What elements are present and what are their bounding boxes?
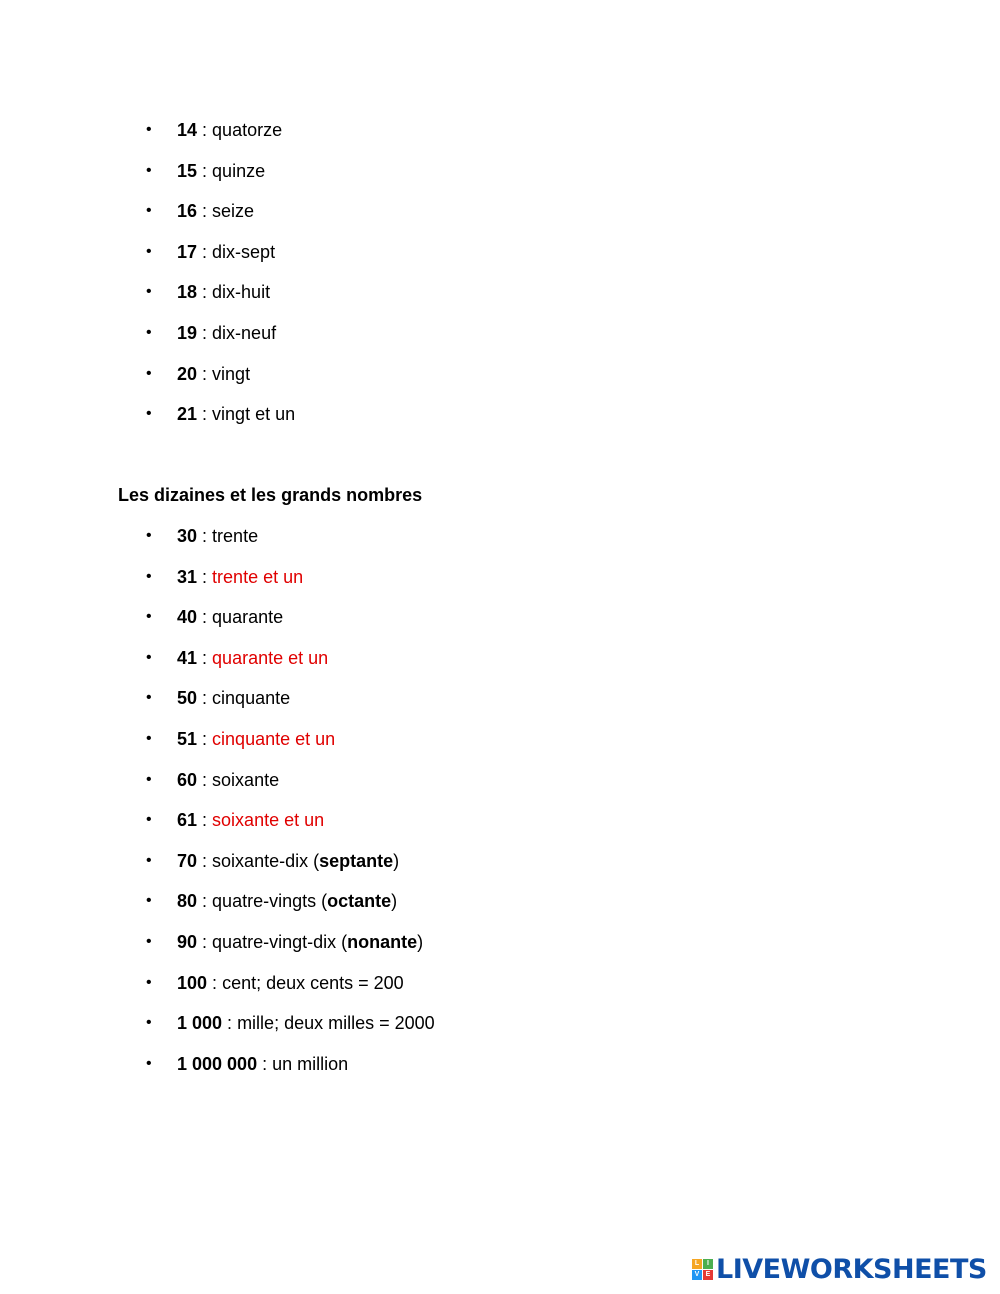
list-item: • 16 : seize <box>146 197 846 238</box>
list-item: • 30 : trente <box>146 522 846 563</box>
bullet-icon: • <box>146 1014 152 1032</box>
logo-letter: L <box>692 1259 702 1269</box>
number: 40 <box>177 607 198 628</box>
number: 100 <box>177 972 208 993</box>
number-word: vingt <box>212 363 251 384</box>
number-word: dix-sept <box>212 241 276 262</box>
regional-variant: octante <box>327 891 392 912</box>
number: 16 <box>177 201 198 222</box>
number-word: soixante <box>212 769 280 790</box>
closing-paren: ) <box>417 931 424 952</box>
logo-text: LIVEWORKSHEETS <box>716 1253 987 1285</box>
list-item: • 41 : quarante et un <box>146 644 846 685</box>
number: 80 <box>177 891 198 912</box>
number-word: seize <box>212 201 255 222</box>
number: 90 <box>177 931 198 952</box>
list-item: • 1 000 000 : un million <box>146 1050 846 1091</box>
number: 70 <box>177 850 198 871</box>
regional-variant: nonante <box>347 931 418 952</box>
number-word: quatre-vingts ( <box>212 891 328 912</box>
closing-paren: ) <box>393 850 400 871</box>
number: 18 <box>177 282 198 303</box>
bullet-icon: • <box>146 689 152 707</box>
number: 21 <box>177 404 198 425</box>
number: 14 <box>177 120 198 140</box>
logo-letter: I <box>703 1259 713 1269</box>
bullet-icon: • <box>146 932 152 950</box>
number-word-highlight: cinquante et un <box>212 728 336 749</box>
number-word: quatre-vingt-dix ( <box>212 931 348 952</box>
list-item: • 70 : soixante-dix (septante) <box>146 847 846 888</box>
list-item: • 1 000 : mille; deux milles = 2000 <box>146 1009 846 1050</box>
list-item: • 100 : cent; deux cents = 200 <box>146 969 846 1010</box>
bullet-icon: • <box>146 323 152 341</box>
number-word: un million <box>272 1053 349 1074</box>
bullet-icon: • <box>146 892 152 910</box>
number-word: quarante <box>212 607 284 628</box>
number: 31 <box>177 566 198 587</box>
bullet-icon: • <box>146 364 152 382</box>
logo-letter: E <box>703 1270 713 1280</box>
number-word: mille; deux milles = 2000 <box>237 1013 435 1034</box>
bullet-icon: • <box>146 405 152 423</box>
numbers-list-tens <box>146 522 846 1090</box>
list-item: • 51 : cinquante et un <box>146 725 846 766</box>
list-item: • 90 : quatre-vingt-dix (nonante) <box>146 928 846 969</box>
number: 61 <box>177 810 198 831</box>
bullet-icon: • <box>146 729 152 747</box>
liveworksheets-logo[interactable] <box>692 1254 987 1284</box>
list-item: • 15 : quinze <box>146 157 846 198</box>
number: 41 <box>177 647 198 668</box>
number-word: vingt et un <box>212 404 296 425</box>
list-item: • 20 : vingt <box>146 360 846 401</box>
number-word: cinquante <box>212 688 291 709</box>
bullet-icon: • <box>146 202 152 220</box>
number-word: dix-huit <box>212 282 271 303</box>
number: 51 <box>177 728 198 749</box>
bullet-icon: • <box>146 283 152 301</box>
number: 1 000 <box>177 1013 223 1034</box>
bullet-icon: • <box>146 527 152 544</box>
number-word: dix-neuf <box>212 322 277 343</box>
bullet-icon: • <box>146 770 152 788</box>
list-item: • 19 : dix-neuf <box>146 319 846 360</box>
numbers-list-teens <box>146 116 846 441</box>
list-item: • 61 : soixante et un <box>146 806 846 847</box>
list-item: • 21 : vingt et un <box>146 400 846 441</box>
list-item: • 80 : quatre-vingts (octante) <box>146 887 846 928</box>
bullet-icon: • <box>146 1054 152 1072</box>
list-item: • 18 : dix-huit <box>146 278 846 319</box>
number-word-highlight: trente et un <box>212 566 304 587</box>
number: 15 <box>177 160 198 181</box>
bullet-icon: • <box>146 161 152 179</box>
bullet-icon: • <box>146 567 152 585</box>
bullet-icon: • <box>146 608 152 626</box>
number-word: quinze <box>212 160 266 181</box>
number: 1 000 000 <box>177 1053 258 1074</box>
number-word: trente <box>212 526 259 546</box>
list-item: • 14 : quatorze <box>146 116 846 157</box>
number: 30 <box>177 526 198 546</box>
list-item: • 40 : quarante <box>146 603 846 644</box>
number-word: soixante-dix ( <box>212 850 320 871</box>
bullet-icon: • <box>146 121 152 138</box>
number-word-highlight: soixante et un <box>212 810 325 831</box>
bullet-icon: • <box>146 648 152 666</box>
logo-letter: V <box>692 1270 702 1280</box>
closing-paren: ) <box>391 891 398 912</box>
bullet-icon: • <box>146 851 152 869</box>
bullet-icon: • <box>146 973 152 991</box>
logo-mark-icon <box>692 1259 713 1280</box>
list-item: • 50 : cinquante <box>146 684 846 725</box>
number: 19 <box>177 322 198 343</box>
bullet-icon: • <box>146 242 152 260</box>
list-item: • 17 : dix-sept <box>146 238 846 279</box>
number: 17 <box>177 241 198 262</box>
number: 60 <box>177 769 198 790</box>
bullet-icon: • <box>146 811 152 829</box>
number: 50 <box>177 688 198 709</box>
number-word: quatorze <box>212 120 283 140</box>
list-item: • 31 : trente et un <box>146 563 846 604</box>
list-item: • 60 : soixante <box>146 766 846 807</box>
section-heading: Les dizaines et les grands nombres <box>118 485 423 505</box>
regional-variant: septante <box>319 850 394 871</box>
number-word: cent; deux cents = 200 <box>222 972 404 993</box>
number-word-highlight: quarante et un <box>212 647 329 668</box>
number: 20 <box>177 363 198 384</box>
